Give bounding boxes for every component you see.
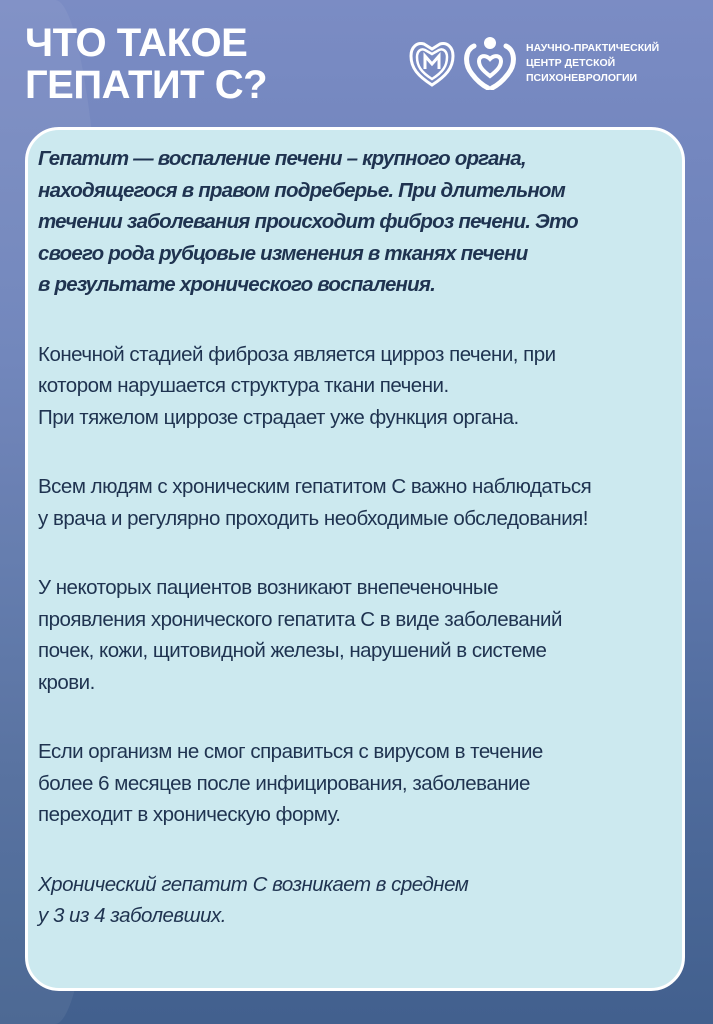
text-line: Хронический гепатит С возникает в среднем — [38, 872, 469, 896]
text-line: Если организм не смог справиться с вирусом в течение — [38, 740, 543, 763]
text-line: проявления хронического гепатита С в виде заболеваний — [38, 607, 562, 631]
title-line: ЧТО ТАКОЕ — [25, 21, 248, 65]
text-line: У некоторых пациентов возникают внепеченочные — [38, 576, 499, 599]
extrahepatic-paragraph — [38, 572, 678, 698]
text-line: почек, кожи, щитовидной железы, нарушений в системе — [38, 639, 547, 662]
org-line: ПСИХОНЕВРОЛОГИИ — [526, 71, 638, 84]
heart-person-logo-icon — [462, 36, 518, 90]
statistic-paragraph — [38, 869, 678, 932]
shield-m-logo-icon — [408, 38, 456, 88]
content-text — [38, 143, 678, 970]
title-line: ГЕПАТИТ С? — [25, 63, 268, 107]
text-line: более 6 месяцев после инфицирования, заболевание — [38, 771, 530, 795]
org-line: НАУЧНО-ПРАКТИЧЕСКИЙ — [526, 41, 660, 54]
text-line: переходит в хроническую форму. — [38, 803, 341, 826]
org-line: ЦЕНТР ДЕТСКОЙ — [526, 56, 616, 69]
chronic-form-paragraph — [38, 736, 678, 831]
text-line: своего рода рубцовые изменения в тканях печени — [38, 241, 528, 265]
cirrhosis-paragraph — [38, 339, 678, 434]
text-line: течении заболевания происходит фиброз печени. Это — [38, 210, 578, 233]
text-line: крови. — [38, 670, 95, 694]
text-line: Конечной стадией фиброза является цирроз печени, при — [38, 342, 556, 366]
text-line: Всем людям с хроническим гепатитом С важно наблюдаться — [38, 475, 592, 498]
text-line: у 3 из 4 заболевших. — [38, 904, 226, 927]
intro-paragraph — [38, 143, 678, 301]
text-line: находящегося в правом подреберье. При длительном — [38, 178, 566, 202]
logo-block — [408, 36, 698, 90]
text-line: у врача и регулярно проходить необходимые обследования! — [38, 506, 588, 530]
text-line: в результате хронического воспаления. — [38, 273, 436, 296]
text-line: котором нарушается структура ткани печени. — [38, 374, 449, 397]
organization-name — [526, 41, 659, 86]
monitoring-paragraph — [38, 471, 678, 534]
text-line: При тяжелом циррозе страдает уже функция органа. — [38, 405, 519, 429]
text-line: Гепатит — воспаление печени – крупного органа, — [38, 147, 526, 170]
page-title — [25, 22, 267, 106]
